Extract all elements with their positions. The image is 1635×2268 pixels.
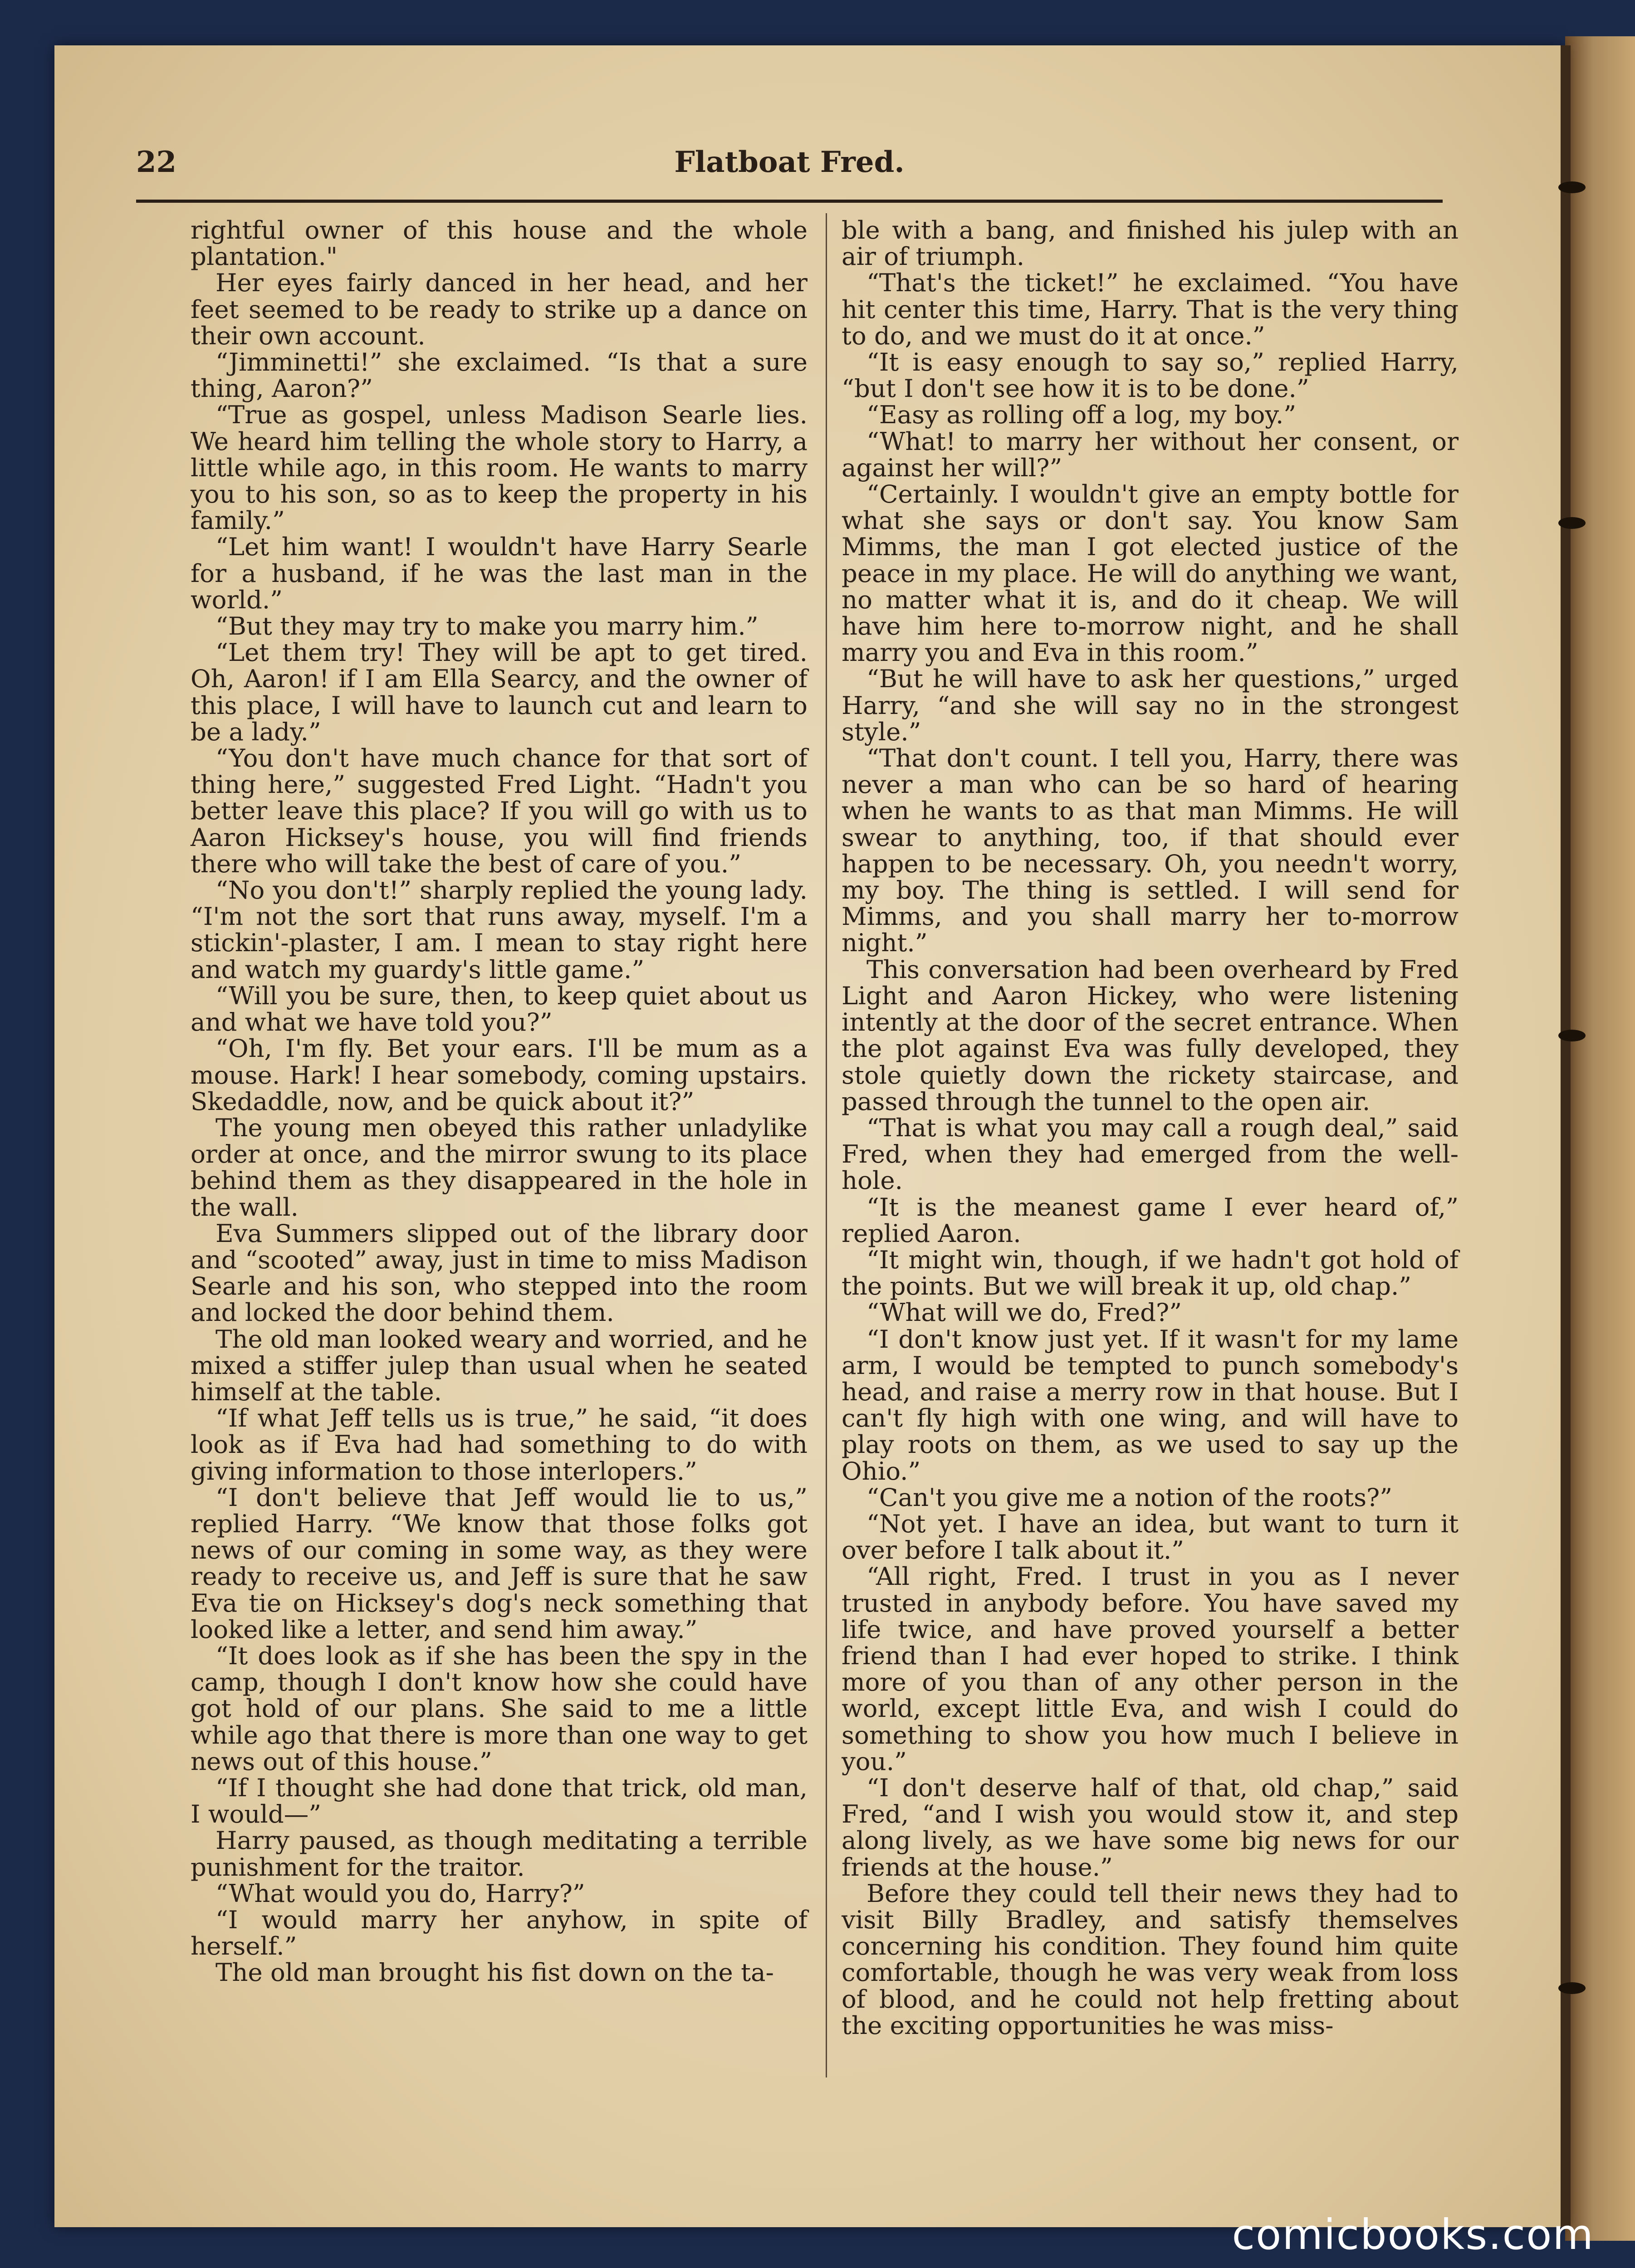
- paragraph: “Will you be sure, then, to keep quiet about us and what we have told you?”: [191, 981, 808, 1037]
- paragraph: “I don't know just yet. If it wasn't for my lame arm, I would be tempted to punch somebody's head, and raise a merry row in that house. But I can't fly high with one wing, and will have to play roots on them, as we used to say up the Ohio.”: [842, 1324, 1459, 1486]
- paragraph: “I don't deserve half of that, old chap,” said Fred, “and I wish you would stow it, and step along lively, as we have some big news for our friends at the house.”: [842, 1773, 1459, 1882]
- paragraph: The old man brought his fist down on the ta-: [215, 1958, 774, 1987]
- paragraph: ble with a bang, and finished his julep with an air of triumph.: [842, 215, 1459, 271]
- paragraph: rightful owner of this house and the whole plantation.": [191, 215, 808, 271]
- running-title: Flatboat Fred.: [674, 145, 905, 179]
- paragraph: “But they may try to make you marry him.”: [215, 611, 759, 641]
- page-header: [136, 145, 1443, 200]
- paragraph: Her eyes fairly danced in her head, and her feet seemed to be ready to strike up a dance on their own account.: [191, 268, 808, 350]
- paragraph: “I don't believe that Jeff would lie to us,” replied Harry. “We know that those folks got news of our coming in some way, as they were ready to receive us, and Jeff is sure that he saw Eva tie on Hicksey's dog's neck something that looked like a letter, and send him away.”: [191, 1482, 808, 1644]
- staple-mark: [1558, 181, 1586, 193]
- paragraph: “Not yet. I have an idea, but want to turn it over before I talk about it.”: [842, 1509, 1459, 1565]
- paragraph: “If what Jeff tells us is true,” he said, “it does look as if Eva had had something to do with giving information to those interlopers.”: [191, 1403, 808, 1486]
- paragraph: The old man looked weary and worried, and he mixed a stiffer julep than usual when he seated himself at the table.: [191, 1324, 808, 1406]
- paragraph: “If I thought she had done that trick, old man, I would—”: [191, 1773, 808, 1829]
- page-edge-shadow: [1561, 45, 1571, 2227]
- paragraph: “It is the meanest game I ever heard of,” replied Aaron.: [842, 1192, 1459, 1248]
- staple-mark: [1558, 1030, 1586, 1041]
- paragraph: “That is what you may call a rough deal,” said Fred, when they had emerged from the well-hole.: [842, 1113, 1459, 1195]
- paragraph: “Oh, I'm fly. Bet your ears. I'll be mum as a mouse. Hark! I hear somebody, coming upstairs. Skedaddle, now, and be quick about it?”: [191, 1034, 808, 1116]
- header-rule: [136, 200, 1443, 203]
- paragraph: “All right, Fred. I trust in you as I never trusted in anybody before. You have saved my life twice, and have proved yourself a better friend than I had ever hoped to strike. I think more of you than of any other person in the world, except little Eva, and wish I could do something to show you how much I believe in you.”: [842, 1562, 1459, 1776]
- paragraph: “Let him want! I wouldn't have Harry Searle for a husband, if he was the last man in the world.”: [191, 532, 808, 614]
- paragraph: “What! to marry her without her consent, or against her will?”: [842, 426, 1459, 482]
- paragraph: “True as gospel, unless Madison Searle lies. We heard him telling the whole story to Harry, a little while ago, in this room. He wants to marry you to his son, so as to keep the property in his family.”: [191, 400, 808, 535]
- paragraph: “That's the ticket!” he exclaimed. “You have hit center this time, Harry. That is the very thing to do, and we must do it at once.”: [842, 268, 1459, 350]
- book-spine: [1565, 36, 1635, 2241]
- paragraph: “I would marry her anyhow, in spite of herself.”: [191, 1905, 808, 1961]
- staple-mark: [1558, 517, 1586, 529]
- page-number: 22: [136, 145, 177, 179]
- paragraph: “It does look as if she has been the spy in the camp, though I don't know how she could have got hold of our plans. She said to me a little while ago that there is more than one way to get news out of this house.”: [191, 1641, 808, 1776]
- column-divider: [826, 213, 827, 2077]
- paragraph: This conversation had been overheard by Fred Light and Aaron Hickey, who were listening intently at the door of the secret entrance. When the plot against Eva was fully developed, they stole quietly down the rickety staircase, and passed through the tunnel to the open air.: [842, 954, 1459, 1116]
- text-column-right: [842, 217, 1459, 2038]
- paragraph: “Jimminetti!” she exclaimed. “Is that a sure thing, Aaron?”: [191, 347, 808, 403]
- paragraph: “Let them try! They will be apt to get tired. Oh, Aaron! if I am Ella Searcy, and the owner of this place, I will have to launch cut and learn to be a lady.”: [191, 638, 808, 746]
- paragraph: “What will we do, Fred?”: [866, 1298, 1182, 1327]
- paragraph: “But he will have to ask her questions,” urged Harry, “and she will say no in the strongest style.”: [842, 664, 1459, 746]
- paragraph: The young men obeyed this rather unladylike order at once, and the mirror swung to its place behind them as they disappeared in the hole in the wall.: [191, 1113, 808, 1222]
- paragraph: “What would you do, Harry?”: [215, 1878, 585, 1908]
- paragraph: “It is easy enough to say so,” replied Harry, “but I don't see how it is to be done.”: [842, 347, 1459, 403]
- paragraph: “No you don't!” sharply replied the young lady. “I'm not the sort that runs away, myself. I'm a stickin'-plaster, I am. I mean to stay right here and watch my guardy's little game.”: [191, 875, 808, 984]
- watermark: comicbooks.com: [1232, 2210, 1594, 2259]
- paragraph: “It might win, though, if we hadn't got hold of the points. But we will break it up, old chap.”: [842, 1245, 1459, 1301]
- paragraph: Harry paused, as though meditating a terrible punishment for the traitor.: [191, 1826, 808, 1882]
- paragraph: “You don't have much chance for that sort of thing here,” suggested Fred Light. “Hadn't you better leave this place? If you will go with us to Aaron Hicksey's house, you will find friends there who will take the best of care of you.”: [191, 743, 808, 878]
- paragraph: “Can't you give me a notion of the roots?”: [866, 1482, 1393, 1512]
- paragraph: “Certainly. I wouldn't give an empty bottle for what she says or don't say. You know Sam Mimms, the man I got elected justice of the peace in my place. He will do anything we want, no matter what it is, and do it cheap. We will have him here to-morrow night, and he shall marry you and Eva in this room.”: [842, 479, 1459, 667]
- staple-mark: [1558, 1982, 1586, 1994]
- paragraph: Before they could tell their news they had to visit Billy Bradley, and satisfy themselves concerning his condition. They found him quite comfortable, though he was very weak from loss of blood, and he could not help fretting about the exciting opportunities he was miss-: [842, 1878, 1459, 2040]
- text-column-left: [191, 217, 808, 1986]
- paragraph: “That don't count. I tell you, Harry, there was never a man who can be so hard of hearing when he wants to as that man Mimms. He will swear to anything, too, if that should ever happen to be necessary. Oh, you needn't worry, my boy. The thing is settled. I will send for Mimms, and you shall marry her to-morrow night.”: [842, 743, 1459, 958]
- paragraph: “Easy as rolling off a log, my boy.”: [866, 400, 1297, 430]
- paragraph: Eva Summers slipped out of the library door and “scooted” away, just in time to miss Madison Searle and his son, who stepped into the room and locked the door behind them.: [191, 1218, 808, 1327]
